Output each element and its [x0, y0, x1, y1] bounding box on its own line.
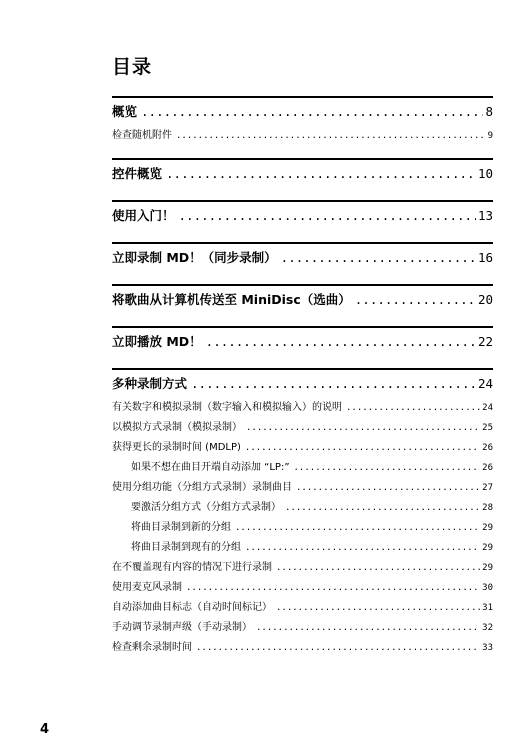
entry-page: 9: [487, 131, 493, 141]
entry-page: 16: [477, 250, 493, 265]
toc-section: [112, 284, 493, 314]
toc-subentry[interactable]: [112, 126, 493, 146]
toc-entry[interactable]: [112, 248, 493, 272]
dot-leader: [281, 250, 476, 265]
toc-section: [112, 96, 493, 146]
entry-title: 要激活分组方式（分组方式录制）: [131, 502, 281, 513]
toc-entry[interactable]: [112, 102, 493, 126]
toc-subentry[interactable]: [112, 598, 493, 618]
dot-leader: [179, 208, 476, 223]
entry-title: 将歌曲从计算机传送至 MiniDisc（选曲）: [112, 292, 351, 307]
entry-page: 13: [477, 208, 493, 223]
entry-page: 33: [482, 643, 493, 653]
dot-leader: [355, 292, 476, 307]
entry-title: 使用分组功能（分组方式录制）录制曲目: [112, 482, 292, 493]
dot-leader: [276, 603, 480, 613]
entry-title: 概览: [112, 104, 138, 119]
entry-title: 将曲目录制到新的分组: [131, 522, 231, 533]
entry-title: 自动添加曲目标志（自动时间标记）: [112, 602, 272, 613]
dot-leader: [196, 643, 480, 653]
toc-section: [112, 242, 493, 272]
dot-leader: [166, 166, 476, 181]
toc-subentry[interactable]: [112, 398, 493, 418]
entry-page: 10: [477, 166, 493, 181]
toc-subentry[interactable]: [112, 478, 493, 498]
toc-section: [112, 368, 493, 658]
dot-leader: [276, 563, 480, 573]
toc-section: [112, 326, 493, 356]
entry-title: 以模拟方式录制（模拟录制）: [112, 422, 242, 433]
entry-title: 将曲目录制到现有的分组: [131, 542, 241, 553]
entry-title: 立即录制 MD！（同步录制）: [112, 250, 277, 265]
entry-title: 有关数字和模拟录制（数字输入和模拟输入）的说明: [112, 402, 342, 413]
dot-leader: [346, 403, 480, 413]
entry-title: 检查剩余录制时间: [112, 642, 192, 653]
entry-title: 如果不想在曲目开端自动添加 “LP:”: [131, 462, 290, 473]
toc-subentry[interactable]: [112, 498, 493, 518]
dot-leader: [235, 523, 480, 533]
toc-entry[interactable]: [112, 206, 493, 230]
toc-entry[interactable]: [112, 332, 493, 356]
entry-page: 24: [477, 376, 493, 391]
dot-leader: [246, 423, 480, 433]
entry-page: 26: [482, 443, 493, 453]
entry-title: 控件概览: [112, 166, 163, 181]
table-of-contents: [112, 96, 493, 658]
toc-entry[interactable]: [112, 164, 493, 188]
toc-subentry[interactable]: [112, 578, 493, 598]
toc-heading: 目录: [112, 56, 153, 78]
entry-page: 26: [482, 463, 493, 473]
entry-page: 31: [482, 603, 493, 613]
dot-leader: [191, 376, 476, 391]
entry-page: 29: [482, 543, 493, 553]
entry-title: 手动调节录制声级（手动录制）: [112, 622, 252, 633]
dot-leader: [141, 104, 483, 119]
entry-page: 20: [477, 292, 493, 307]
entry-title: 使用入门！: [112, 208, 175, 223]
dot-leader: [245, 543, 480, 553]
toc-subentry[interactable]: [112, 418, 493, 438]
dot-leader: [294, 463, 481, 473]
entry-page: 24: [482, 403, 493, 413]
entry-page: 8: [485, 104, 493, 119]
entry-page: 22: [477, 334, 493, 349]
entry-title: 在不覆盖现有内容的情况下进行录制: [112, 562, 272, 573]
entry-title: 获得更长的录制时间 (MDLP): [112, 442, 241, 453]
dot-leader: [245, 443, 480, 453]
entry-page: 27: [482, 483, 493, 493]
dot-leader: [285, 503, 480, 513]
toc-subentry[interactable]: [112, 618, 493, 638]
toc-entry[interactable]: [112, 290, 493, 314]
page-number: 4: [40, 722, 50, 737]
toc-entry[interactable]: [112, 374, 493, 398]
toc-subentry[interactable]: [112, 538, 493, 558]
entry-title: 检查随机附件: [112, 130, 172, 141]
toc-subentry[interactable]: [112, 638, 493, 658]
toc-subentry[interactable]: [112, 458, 493, 478]
toc-subentry[interactable]: [112, 518, 493, 538]
entry-page: 28: [482, 503, 493, 513]
entry-page: 29: [482, 563, 493, 573]
dot-leader: [176, 131, 486, 141]
entry-title: 使用麦克风录制: [112, 582, 182, 593]
dot-leader: [206, 334, 476, 349]
dot-leader: [186, 583, 480, 593]
toc-section: [112, 200, 493, 230]
toc-subentry[interactable]: [112, 438, 493, 458]
entry-title: 多种录制方式: [112, 376, 188, 391]
entry-page: 30: [482, 583, 493, 593]
dot-leader: [296, 483, 480, 493]
dot-leader: [256, 623, 480, 633]
toc-section: [112, 158, 493, 188]
entry-page: 25: [482, 423, 493, 433]
entry-page: 29: [482, 523, 493, 533]
toc-subentry[interactable]: [112, 558, 493, 578]
entry-title: 立即播放 MD！: [112, 334, 202, 349]
entry-page: 32: [482, 623, 493, 633]
